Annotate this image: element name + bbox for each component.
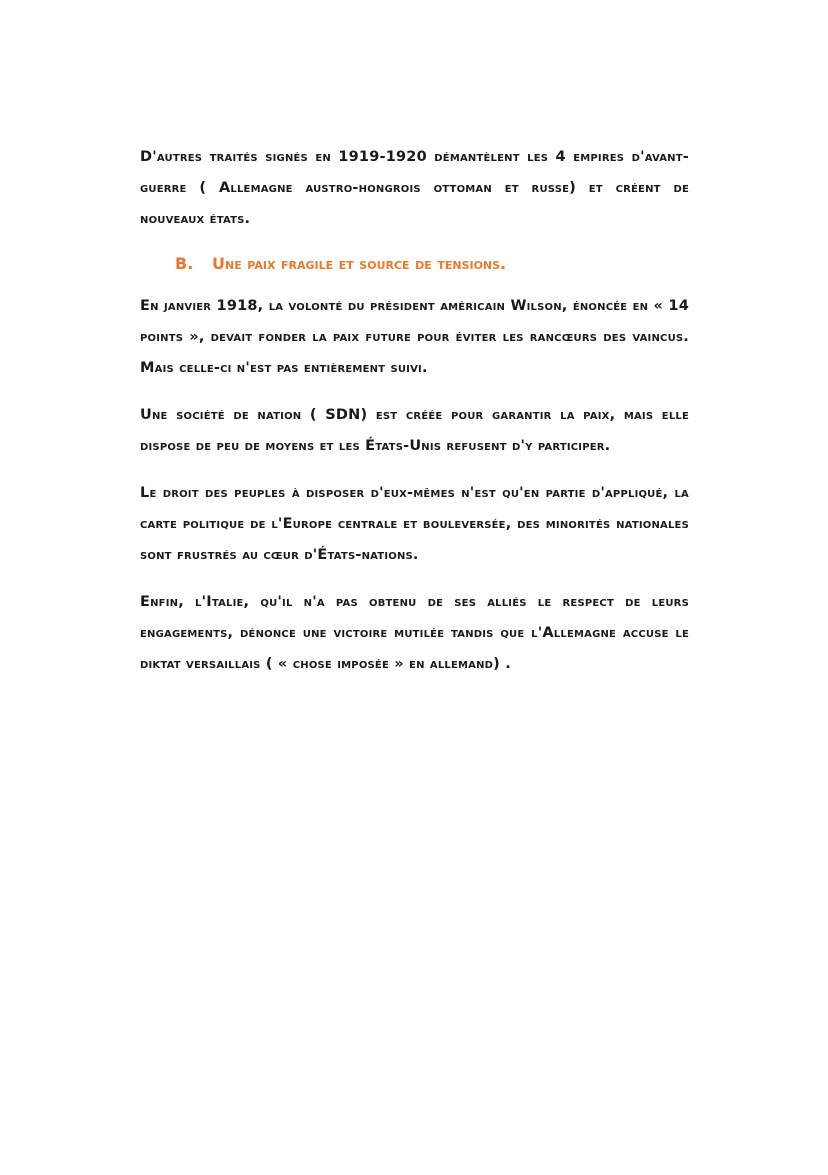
paragraph-peoples-rights: Le droit des peuples à disposer d'eux-mêmes n'est qu'en partie d'appliqué, la carte politique de l'Europe centrale et bouleversée, des minorités nationales sont frustrés au cœur d'États-nations. bbox=[140, 485, 689, 563]
paragraph-italy-germany: Enfin, l'Italie, qu'il n'a pas obtenu de ses alliés le respect de leurs engagements, dénonce une victoire mutilée tandis que l'Allemagne accuse le diktat versaillais ( « chose imposée » en allemand) . bbox=[140, 594, 689, 672]
section-title: Une paix fragile et source de tensions. bbox=[212, 254, 507, 273]
paragraph-sdn: Une société de nation ( SDN) est créée pour garantir la paix, mais elle dispose de peu de moyens et les États-Unis refusent d'y participer. bbox=[140, 407, 689, 454]
paragraph-treaties: D'autres traités signés en 1919-1920 démantèlent les 4 empires d'avant-guerre ( Allemagne austro-hongrois ottoman et russe) et créent de nouveaux états. bbox=[140, 149, 689, 227]
paragraph-wilson: En janvier 1918, la volonté du président américain Wilson, énoncée en « 14 points », devait fonder la paix future pour éviter les rancœurs des vaincus. Mais celle-ci n'est pas entièrement suivi. bbox=[140, 298, 689, 376]
document-body bbox=[140, 142, 689, 696]
section-heading bbox=[175, 251, 689, 277]
section-letter: B. bbox=[175, 254, 194, 273]
